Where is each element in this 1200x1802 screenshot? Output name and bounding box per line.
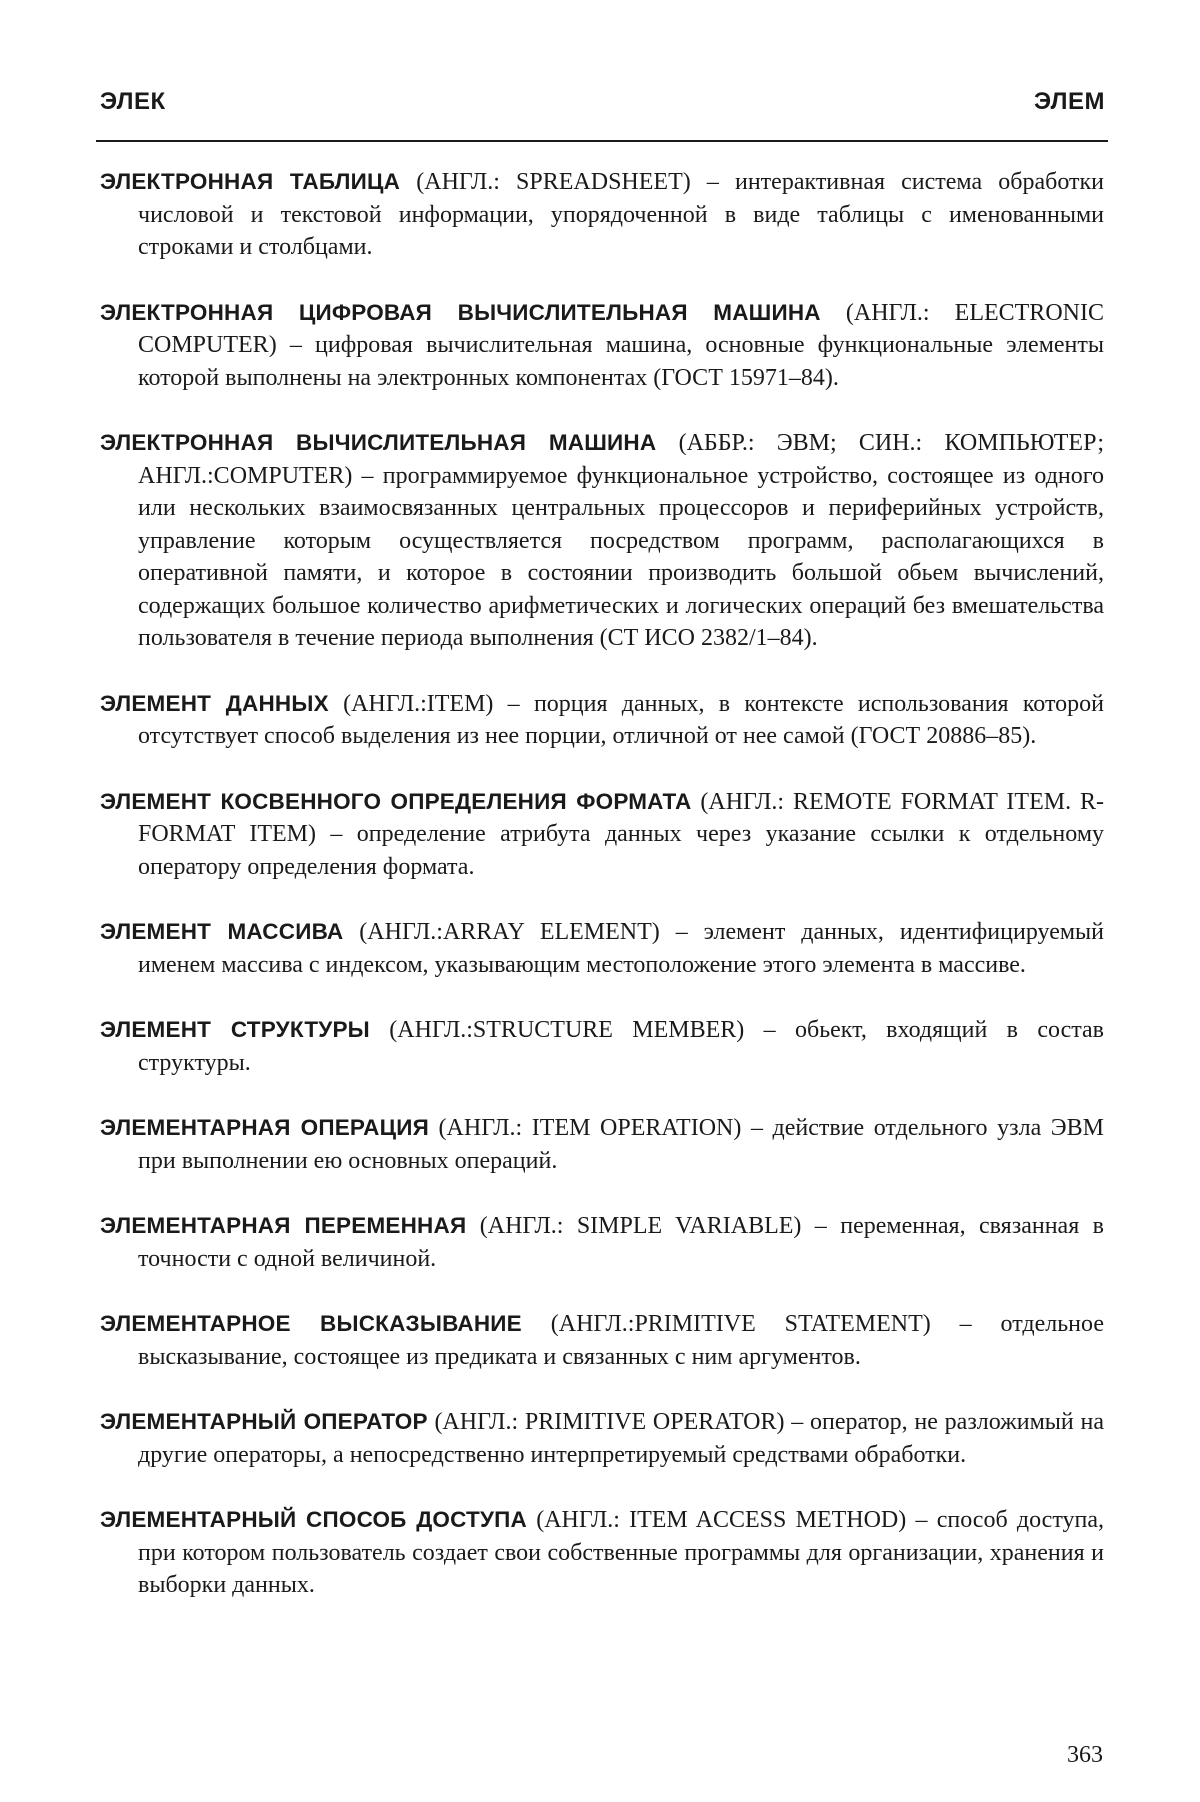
entry-remote-format-item xyxy=(100,786,1104,884)
entry-definition: (АББР.: ЭВМ; СИН.: КОМПЬЮТЕР; АНГЛ.:COMPUTER) – программируемое функциональное устройство, состоящее из одного или нескольких взаимосвязанных центральных процессоров и периферийных устройств, управление которым осуществляется посредством программ, располагающихся в оперативной памяти, и которое в состоянии производить большой обьем вычислений, содержащих большое количество арифметических и логических операций без вмешательства пользователя в течение периода выполнения (СТ ИСО 2382/1–84). xyxy=(138,430,1104,651)
entry-term: ЭЛЕМЕНТАРНЫЙ СПОСОБ ДОСТУПА xyxy=(100,1507,527,1532)
entry-term: ЭЛЕМЕНТ МАССИВА xyxy=(100,919,344,944)
entry-structure-member xyxy=(100,1014,1104,1079)
entry-term: ЭЛЕМЕНТ СТРУКТУРЫ xyxy=(100,1017,370,1042)
entry-term: ЭЛЕКТРОННАЯ ВЫЧИСЛИТЕЛЬНАЯ МАШИНА xyxy=(100,430,657,455)
entry-term: ЭЛЕМЕНТАРНЫЙ ОПЕРАТОР xyxy=(100,1409,428,1434)
entry-term: ЭЛЕКТРОННАЯ ЦИФРОВАЯ ВЫЧИСЛИТЕЛЬНАЯ МАШИНА xyxy=(100,299,821,325)
entry-definition: (АНГЛ.: SIMPLE VARIABLE) – переменная, связанная в точности с одной величиной. xyxy=(138,1213,1104,1272)
entry-definition: (АНГЛ.: ITEM ACCESS METHOD) – способ доступа, при котором пользователь создает свои собственные программы для организации, хранения и выборки данных. xyxy=(138,1507,1105,1598)
entry-definition: (АНГЛ.:ARRAY ELEMENT) – элемент данных, идентифицируемый именем массива с индексом, указывающим местоположение этого элемента в массиве. xyxy=(138,919,1104,978)
entry-simple-variable xyxy=(100,1210,1104,1275)
entry-term: ЭЛЕМЕНТ КОСВЕННОГО ОПРЕДЕЛЕНИЯ ФОРМАТА xyxy=(100,788,692,814)
entry-definition: (АНГЛ.: SPREADSHEET) – интерактивная система обработки числовой и текстовой информации, упорядоченной в виде таблицы с именованными строками и столбцами. xyxy=(138,169,1104,260)
entry-definition: (АНГЛ.: ELECTRONIC COMPUTER) – цифровая вычислительная машина, основные функциональные элементы которой выполнены на электронных компонентах (ГОСТ 15971–84). xyxy=(138,299,1104,391)
running-header xyxy=(100,88,1105,128)
entry-electronic-computer xyxy=(100,427,1104,655)
entry-item-operation xyxy=(100,1112,1104,1177)
entry-term: ЭЛЕМЕНТАРНАЯ ПЕРЕМЕННАЯ xyxy=(100,1213,467,1238)
entry-electronic-digital-computer xyxy=(100,297,1104,395)
entry-definition: (АНГЛ.:STRUCTURE MEMBER) – обьект, входящий в состав структуры. xyxy=(138,1017,1104,1076)
entry-term: ЭЛЕМЕНТ ДАННЫХ xyxy=(100,690,329,716)
entry-primitive-statement xyxy=(100,1308,1104,1373)
entry-list xyxy=(100,166,1104,1635)
entry-term: ЭЛЕКТРОННАЯ ТАБЛИЦА xyxy=(100,169,401,194)
entry-term: ЭЛЕМЕНТАРНАЯ ОПЕРАЦИЯ xyxy=(100,1115,429,1140)
entry-definition: (АНГЛ.: ITEM OPERATION) – действие отдельного узла ЭВМ при выполнении ею основных операций. xyxy=(138,1115,1104,1174)
header-left-guide-word: ЭЛЕК xyxy=(100,88,166,115)
header-right-guide-word: ЭЛЕМ xyxy=(1034,88,1105,115)
page-number: 363 xyxy=(1067,1742,1103,1768)
entry-data-item xyxy=(100,688,1104,753)
entry-array-element xyxy=(100,916,1104,981)
entry-term: ЭЛЕМЕНТАРНОЕ ВЫСКАЗЫВАНИЕ xyxy=(100,1311,522,1336)
entry-definition: (АНГЛ.:ITEM) – порция данных, в контексте использования которой отсутствует способ выделения из нее порции, отличной от нее самой (ГОСТ 20886–85). xyxy=(138,690,1104,749)
entry-definition: (АНГЛ.:PRIMITIVE STATEMENT) – отдельное высказывание, состоящее из предиката и связанных с ним аргументов. xyxy=(138,1311,1104,1370)
entry-definition: (АНГЛ.: PRIMITIVE OPERATOR) – оператор, не разложимый на другие операторы, а непосредственно интерпретируемый средствами обработки. xyxy=(138,1409,1104,1468)
entry-item-access-method xyxy=(100,1504,1104,1602)
header-rule xyxy=(96,140,1108,142)
entry-electronic-spreadsheet xyxy=(100,166,1104,264)
entry-primitive-operator xyxy=(100,1406,1104,1471)
entry-definition: (АНГЛ.: REMOTE FORMAT ITEM. R-FORMAT ITEM) – определение атрибута данных через указание ссылки к отдельному оператору определения формата. xyxy=(138,788,1104,880)
